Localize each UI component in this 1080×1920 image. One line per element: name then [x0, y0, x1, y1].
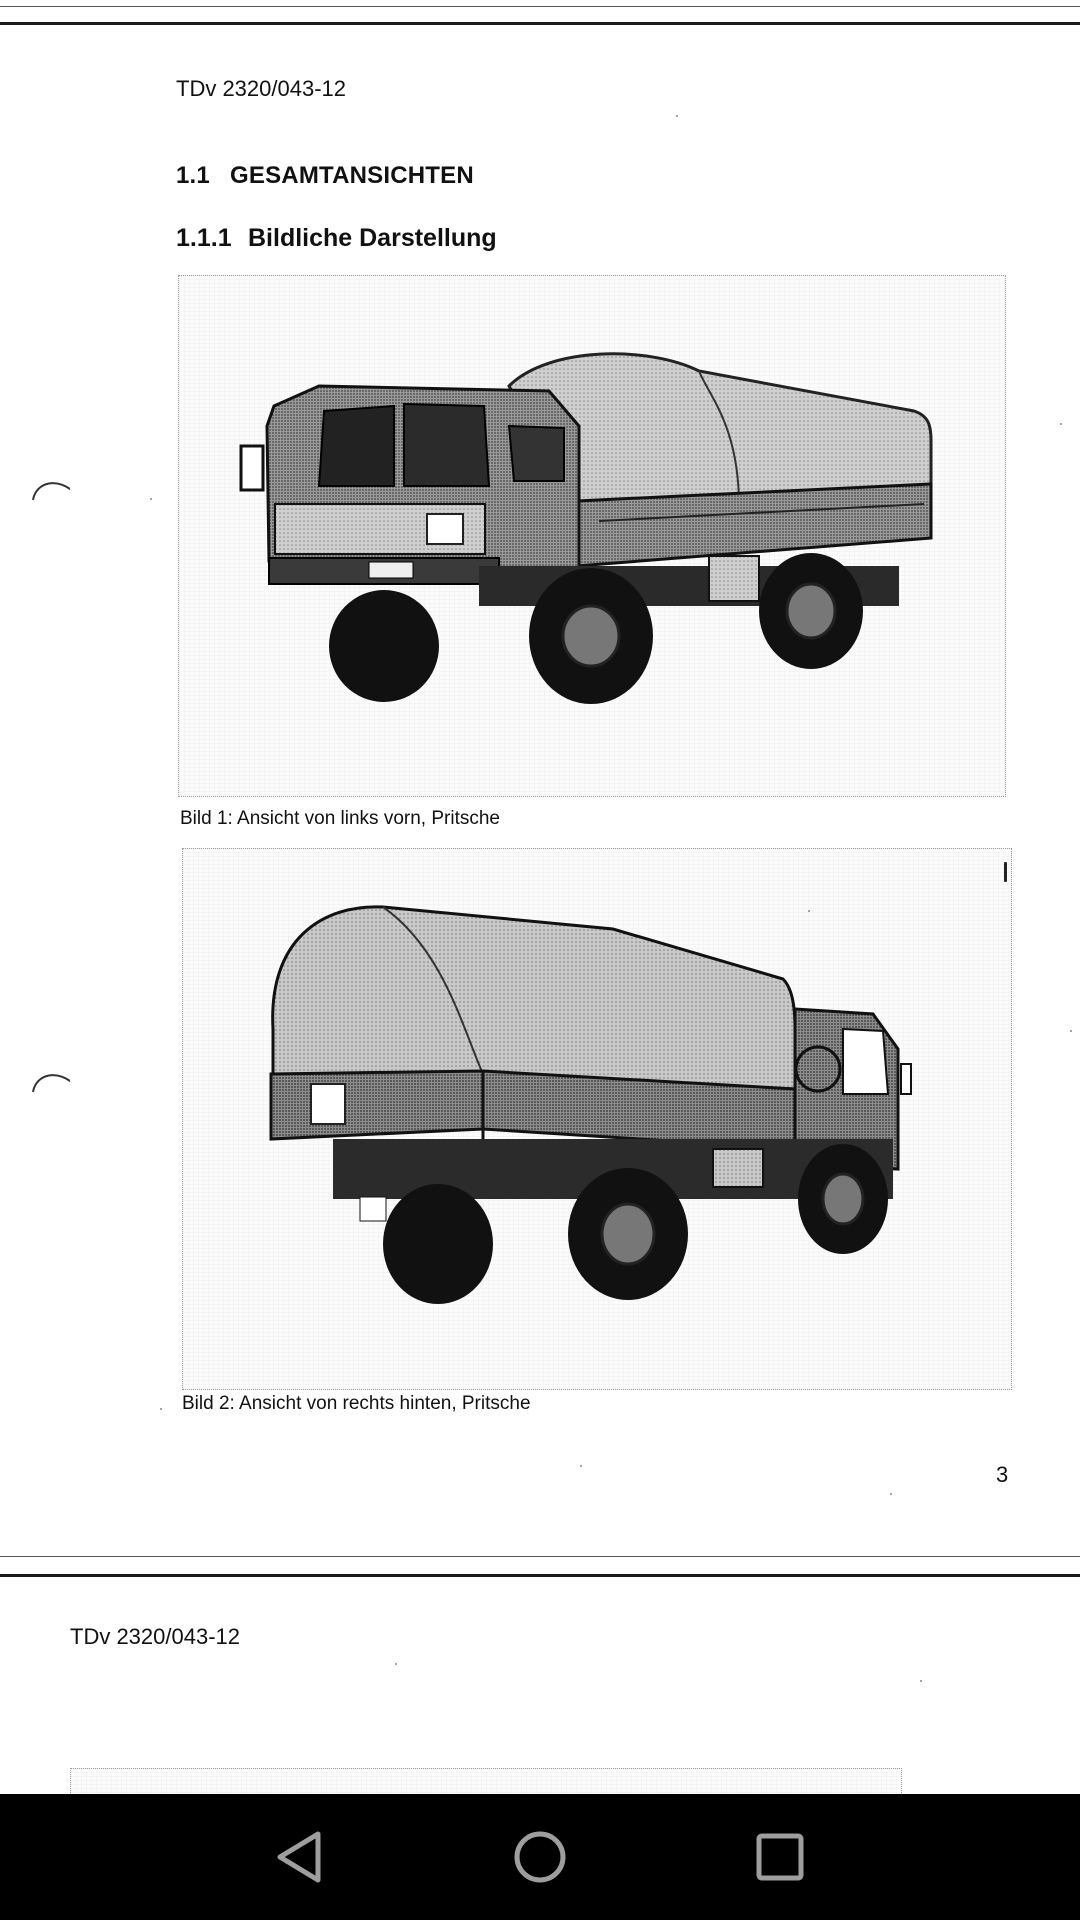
- page-number: 3: [996, 1462, 1009, 1487]
- next-page-figure-frame: [70, 1768, 902, 1794]
- recents-button[interactable]: [747, 1824, 813, 1890]
- punch-hole-mark: [30, 470, 70, 510]
- document-page-4: [0, 1577, 1080, 1794]
- home-icon: [513, 1830, 567, 1884]
- figure-1-frame: [178, 275, 1006, 797]
- figure-2-caption: Bild 2: Ansicht von rechts hinten, Pritsche: [182, 1393, 531, 1414]
- subsection-heading: [176, 224, 497, 253]
- subsection-title: Bildliche Darstellung: [248, 224, 497, 252]
- page-top-edge-thin: [0, 6, 1080, 7]
- document-code: TDv 2320/043-12: [176, 76, 346, 101]
- section-number: 1.1: [176, 162, 210, 189]
- figure-1-caption: Bild 1: Ansicht von links vorn, Pritsche: [180, 808, 500, 829]
- figure-2-frame: [182, 848, 1012, 1390]
- back-button[interactable]: [266, 1824, 332, 1890]
- truck-front-left-photo: [179, 276, 1005, 796]
- subsection-number: 1.1.1: [176, 224, 232, 252]
- punch-hole-mark: [30, 1062, 70, 1102]
- system-navigation-bar: [0, 1794, 1080, 1920]
- page-bottom-edge: [0, 1556, 1080, 1557]
- recents-icon: [755, 1832, 805, 1882]
- section-heading: [176, 162, 474, 190]
- document-code-next-page: TDv 2320/043-12: [70, 1624, 240, 1649]
- back-icon: [274, 1830, 324, 1884]
- truck-rear-right-photo: [183, 849, 1011, 1389]
- section-title: GESAMTANSICHTEN: [230, 162, 474, 189]
- home-button[interactable]: [507, 1824, 573, 1890]
